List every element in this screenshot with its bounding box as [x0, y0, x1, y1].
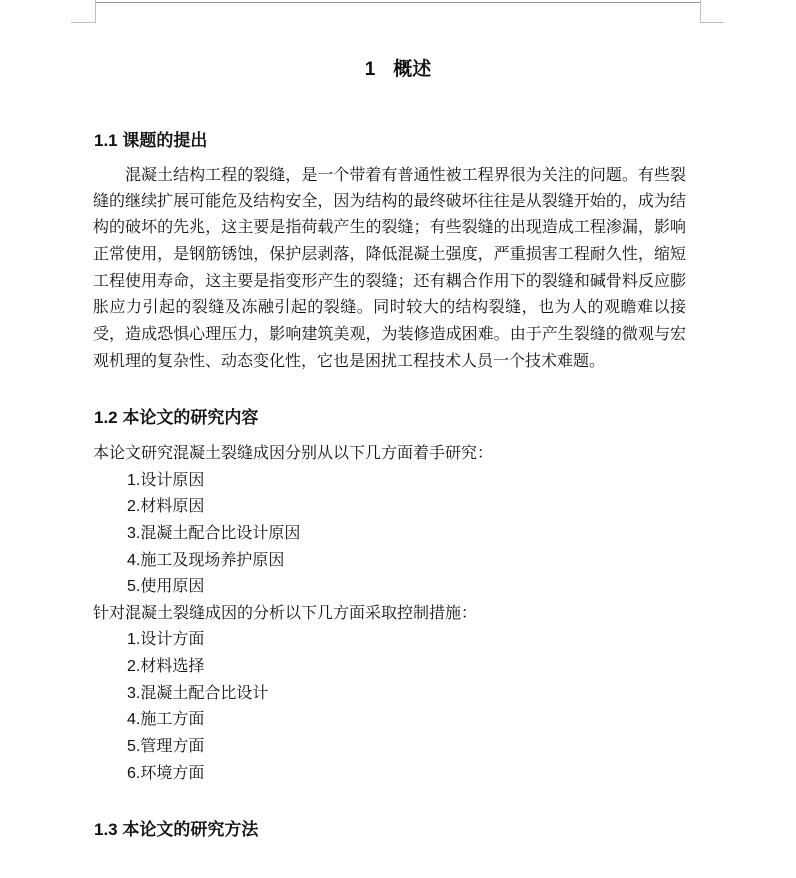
corner-mark-left-vertical: [95, 0, 96, 23]
paragraph-line: 缝的继续扩展可能危及结构安全，因为结构的最终破坏往往是从裂缝开始的，成为结: [93, 193, 686, 210]
paragraph-line: 构的破坏的先兆，这主要是指荷载产生的裂缝；有些裂缝的出现造成工程渗漏，影响: [93, 219, 686, 236]
chapter-number: 1: [364, 59, 376, 80]
list-item: 2.材料选择: [127, 658, 205, 675]
paragraph-line: 受，造成恐惧心理压力，影响建筑美观，为装修造成困难。由于产生裂缝的微观与宏: [93, 326, 686, 343]
list-intro: 本论文研究混凝土裂缝成因分别从以下几方面着手研究：: [93, 445, 494, 462]
paragraph-line: 工程使用寿命，这主要是指变形产生的裂缝；还有耦合作用下的裂缝和碱骨料反应膨: [93, 273, 686, 290]
list-item: 1.设计原因: [127, 472, 205, 489]
paragraph-line: 观机理的复杂性、动态变化性，它也是困扰工程技术人员一个技术难题。: [93, 353, 606, 370]
page-top-edge: [95, 2, 701, 3]
list-item: 4.施工方面: [127, 711, 205, 728]
paragraph-line: 胀应力引起的裂缝及冻融引起的裂缝。同时较大的结构裂缝，也为人的观瞻难以接: [93, 299, 686, 316]
list-item: 5.使用原因: [127, 578, 205, 595]
list-item: 4.施工及现场养护原因: [127, 552, 285, 569]
list-item: 1.设计方面: [127, 631, 205, 648]
section-heading-1-1: 1.1 课题的提出: [94, 131, 208, 150]
list-item: 3.混凝土配合比设计原因: [127, 525, 301, 542]
corner-mark-left-horizontal: [71, 22, 96, 23]
section-heading-1-2: 1.2 本论文的研究内容: [94, 408, 259, 427]
corner-mark-right-vertical: [700, 0, 701, 23]
chapter-title-text: 概述: [393, 59, 432, 80]
list-item: 2.材料原因: [127, 498, 205, 515]
list-item: 5.管理方面: [127, 738, 205, 755]
paragraph-line: 正常使用，是钢筋锈蚀，保护层剥落，降低混凝土强度，严重损害工程耐久性，缩短: [93, 246, 686, 263]
section-heading-1-3: 1.3 本论文的研究方法: [94, 820, 259, 839]
chapter-title: [0, 58, 796, 82]
list-intro: 针对混凝土裂缝成因的分析以下几方面采取控制措施：: [93, 605, 478, 622]
corner-mark-right-horizontal: [700, 22, 724, 23]
list-item: 3.混凝土配合比设计: [127, 685, 269, 702]
paragraph-line: 混凝土结构工程的裂缝，是一个带着有普通性被工程界很为关注的问题。有些裂: [125, 167, 686, 184]
list-item: 6.环境方面: [127, 765, 205, 782]
